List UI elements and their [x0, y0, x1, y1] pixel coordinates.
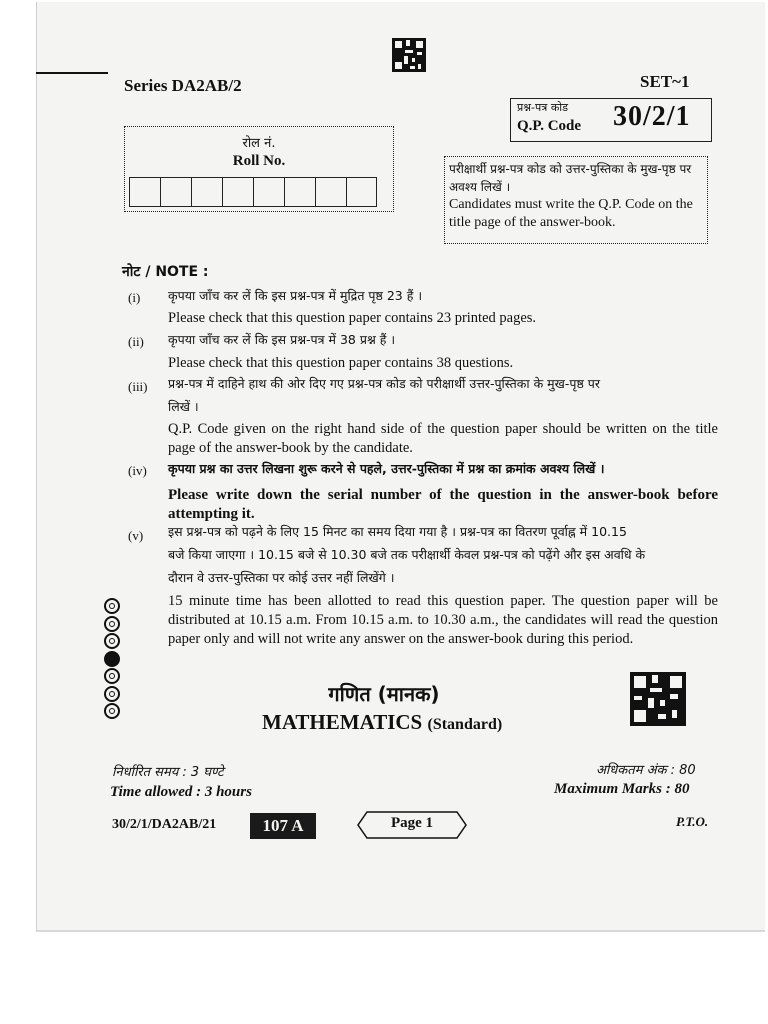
roll-number-box	[124, 126, 394, 212]
page-number: Page 1	[390, 815, 434, 831]
qp-code-label: Q.P. Code	[517, 118, 582, 134]
qp-code-value: 30/2/1	[613, 101, 691, 132]
roll-cell	[284, 177, 315, 207]
note-hindi: इस प्रश्न-पत्र को पढ़ने के लिए 15 मिनट का समय दिया गया है । प्रश्न-पत्र का वितरण पूर्वाह्न में 10.15	[168, 524, 627, 539]
qp-code-label-hindi: प्रश्न-पत्र कोड	[517, 101, 569, 114]
note-number: (i)	[128, 290, 141, 305]
binding-ring-icon	[104, 616, 120, 632]
note-english: Q.P. Code given on the right hand side of the question paper should be written on the title page of the answer-book by the candidate.	[168, 421, 718, 456]
maximum-marks: Maximum Marks : 80	[554, 781, 690, 797]
note-hindi: प्रश्न-पत्र में दाहिने हाथ की ओर दिए गए प्रश्न-पत्र कोड को परीक्षार्थी उत्तर-पुस्तिका के मुख-पृष्ठ पर	[168, 376, 601, 391]
note-english: Please write down the serial number of the question in the answer-book before attempting it.	[168, 487, 718, 522]
roll-cell	[160, 177, 191, 207]
candidate-note-hindi: परीक्षार्थी प्रश्न-पत्र कोड को उत्तर-पुस्तिका के मुख-पृष्ठ पर अवश्य लिखें ।	[449, 162, 692, 194]
pto-label: P.T.O.	[676, 814, 709, 829]
roll-cell	[346, 177, 377, 207]
time-allowed-hindi: निर्धारित समय : 3 घण्टे	[112, 765, 224, 780]
note-hindi: बजे किया जाएगा । 10.15 बजे से 10.30 बजे तक परीक्षार्थी केवल प्रश्न-पत्र को पढ़ेंगे और इस अवधि के	[168, 547, 646, 562]
note-english: Please check that this question paper contains 23 printed pages.	[168, 310, 537, 326]
roll-label: Roll No.	[232, 153, 286, 169]
note-hindi: दौरान वे उत्तर-पुस्तिका पर कोई उत्तर नहीं लिखेंगे ।	[168, 570, 395, 585]
note-number: (v)	[128, 528, 144, 543]
qr-code-icon	[392, 38, 426, 72]
roll-cell	[315, 177, 346, 207]
maximum-marks-hindi: अधिकतम अंक : 80	[596, 763, 696, 778]
candidate-instruction-box	[444, 156, 708, 244]
paper-code: 30/2/1/DA2AB/21	[112, 817, 217, 832]
set-label: SET~1	[640, 72, 690, 91]
note-number: (iii)	[128, 379, 148, 394]
subject-name: MATHEMATICS	[262, 710, 423, 734]
roll-cell	[191, 177, 222, 207]
note-heading: नोट / NOTE :	[122, 264, 209, 280]
note-english: 15 minute time has been allotted to read this question paper. The question paper will be distributed at 10.15 a.m. From 10.15 a.m. to 10.30 a.m., the candidates will read the question paper only and will not write any answer on the answer-book during this period.	[168, 593, 718, 647]
paper-badge: 107 A	[250, 813, 316, 839]
subject-title-hindi: गणित (मानक)	[328, 682, 440, 706]
page-indicator	[357, 811, 467, 839]
series-label: Series DA2AB/2	[124, 76, 242, 95]
margin-rule	[36, 72, 108, 74]
roll-cell	[253, 177, 284, 207]
note-english: Please check that this question paper contains 38 questions.	[168, 355, 514, 371]
qp-code-box	[510, 98, 712, 142]
note-number: (iv)	[128, 463, 147, 478]
candidate-note: Candidates must write the Q.P. Code on the title page of the answer-book.	[449, 197, 693, 230]
note-hindi: कृपया जाँच कर लें कि इस प्रश्न-पत्र में मुद्रित पृष्ठ 23 हैं ।	[168, 288, 423, 303]
note-hindi: लिखें ।	[168, 399, 199, 414]
note-number: (ii)	[128, 334, 144, 349]
binding-ring-icon	[104, 633, 120, 649]
subject-title	[262, 710, 502, 735]
roll-cell	[222, 177, 253, 207]
binding-ring-icon	[104, 651, 120, 667]
binding-ring-icon	[104, 598, 120, 614]
note-hindi: कृपया प्रश्न का उत्तर लिखना शुरू करने से पहले, उत्तर-पुस्तिका में प्रश्न का क्रमांक अवश्य लिखें ।	[168, 461, 605, 476]
roll-number-cells	[129, 177, 377, 207]
note-hindi: कृपया जाँच कर लें कि इस प्रश्न-पत्र में 38 प्रश्न हैं ।	[168, 332, 396, 347]
roll-label-hindi: रोल नं.	[242, 136, 276, 151]
subject-level: (Standard)	[427, 716, 503, 733]
roll-cell	[129, 177, 160, 207]
time-allowed: Time allowed : 3 hours	[110, 784, 252, 800]
